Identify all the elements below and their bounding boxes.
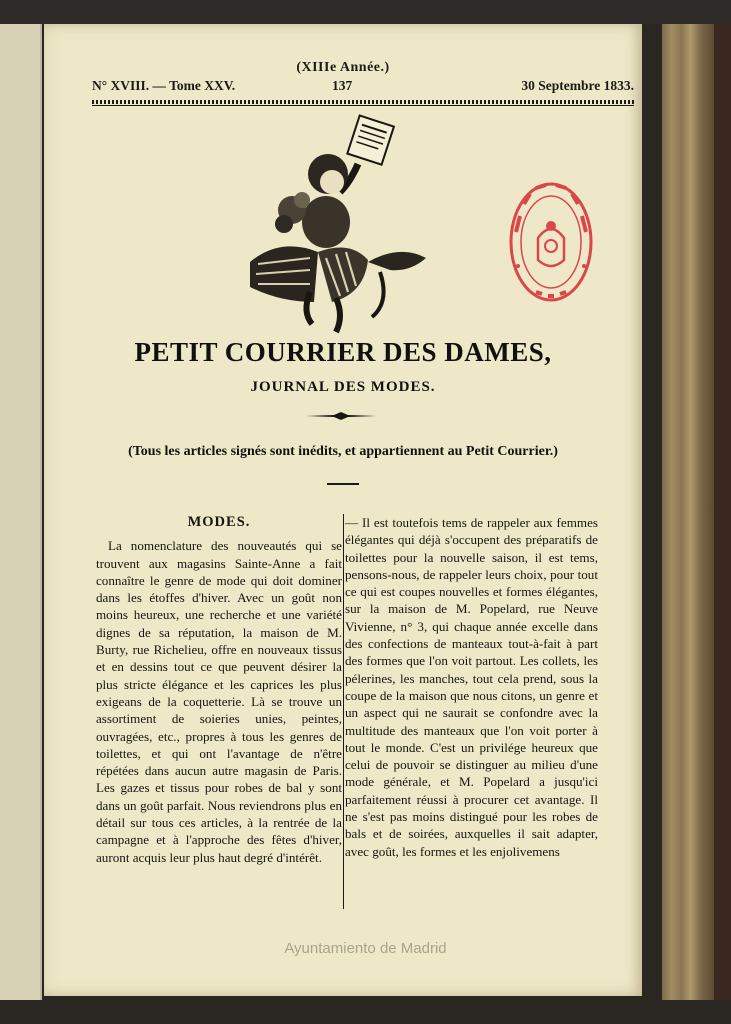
copyright-notice: (Tous les articles signés sont inédits, et appartiennent au Petit Courrier.)	[128, 444, 558, 459]
header-dotted-rule	[92, 100, 634, 104]
volume-label: N° XVIII. — Tome XXV.	[92, 78, 236, 93]
column-divider	[343, 514, 344, 909]
article-column-right	[345, 514, 598, 860]
archive-watermark: Ayuntamiento de Madrid	[284, 940, 447, 957]
previous-page-edge	[0, 24, 42, 1024]
newspaper-page	[44, 24, 642, 996]
issue-date: 30 Septembre 1833.	[521, 78, 634, 93]
masthead-subtitle: JOURNAL DES MODES.	[250, 379, 436, 395]
masthead-title: PETIT COURRIER DES DAMES,	[134, 337, 552, 367]
article-paragraph-right: — Il est toutefois tems de rappeler aux femmes élégantes qui déjà s'occupent des préparatifs de toilettes pour la nouvelle saison, il est tems, pensons-nous, de rappeler leurs choix, pour tout ce qui est coupes nouvelles et formes élégantes, sur la maison de M. Popelard, rue Neuve Vivienne, n° 3, qui chaque année excelle dans des confections de manteaux tout-à-fait à part des formes que l'on voit partout. Les collets, les pélerines, les manches, tout cela prend, sous la coupe de la maison que nous citons, un genre et un aspect qui ne saurait se confondre avec la multitude des manteaux que l'on voit porter à tout le monde. C'est un privilége heureux que celui de pouvoir se distinguer au milieu d'une mode générale, et M. Popelard a jusqu'ici parfaitement réussi à procurer cet avantage. Il ne s'est pas moins distingué pour les robes de bals et de soirées, auxquelles il sait adapter, avec goût, les formes et les enjolivemens	[345, 515, 598, 859]
article-heading: MODES.	[187, 514, 251, 530]
page-number: 137	[332, 78, 353, 93]
book-spine	[662, 24, 714, 1004]
scan-background-top	[0, 0, 731, 24]
ornamental-rule	[306, 412, 376, 420]
article-column-left	[96, 514, 342, 866]
scan-background-bottom	[0, 1000, 731, 1024]
year-label: (XIIIe Année.)	[296, 60, 390, 75]
header-rule	[92, 105, 634, 106]
section-divider	[327, 483, 359, 485]
book-spine-edge	[714, 24, 731, 1004]
cherub-vignette-illustration	[240, 112, 440, 334]
article-paragraph-left: La nomenclature des nouveautés qui se trouvent aux magasins Sainte-Anne a fait connaître le genre de mode qui doit dominer dans les étoffes d'hiver. Avec un goût non moins heureux, une recherche et une variété dignes de sa réputation, la maison de M. Burty, rue Richelieu, offre en nouveaux tissus et en dessins tout ce que peuvent désirer la plus stricte élégance et les caprices les plus exigeans de la coquetterie. Là se trouve un assortiment de soieries unies, peintes, ouvragées, etc., propres à tous les genres de toilettes, et qui ont l'avantage de n'être répétées dans aucun autre magasin de Paris. Les gazes et tissus pour robes de bal y sont dans un goût parfait. Nous reviendrons plus en détail sur tous ces articles, à la rentrée de la campagne et à l'approche des fêtes d'hiver, auront acquis leur plus haut degré d'intérêt.	[96, 538, 342, 865]
library-stamp-seal	[506, 180, 596, 310]
